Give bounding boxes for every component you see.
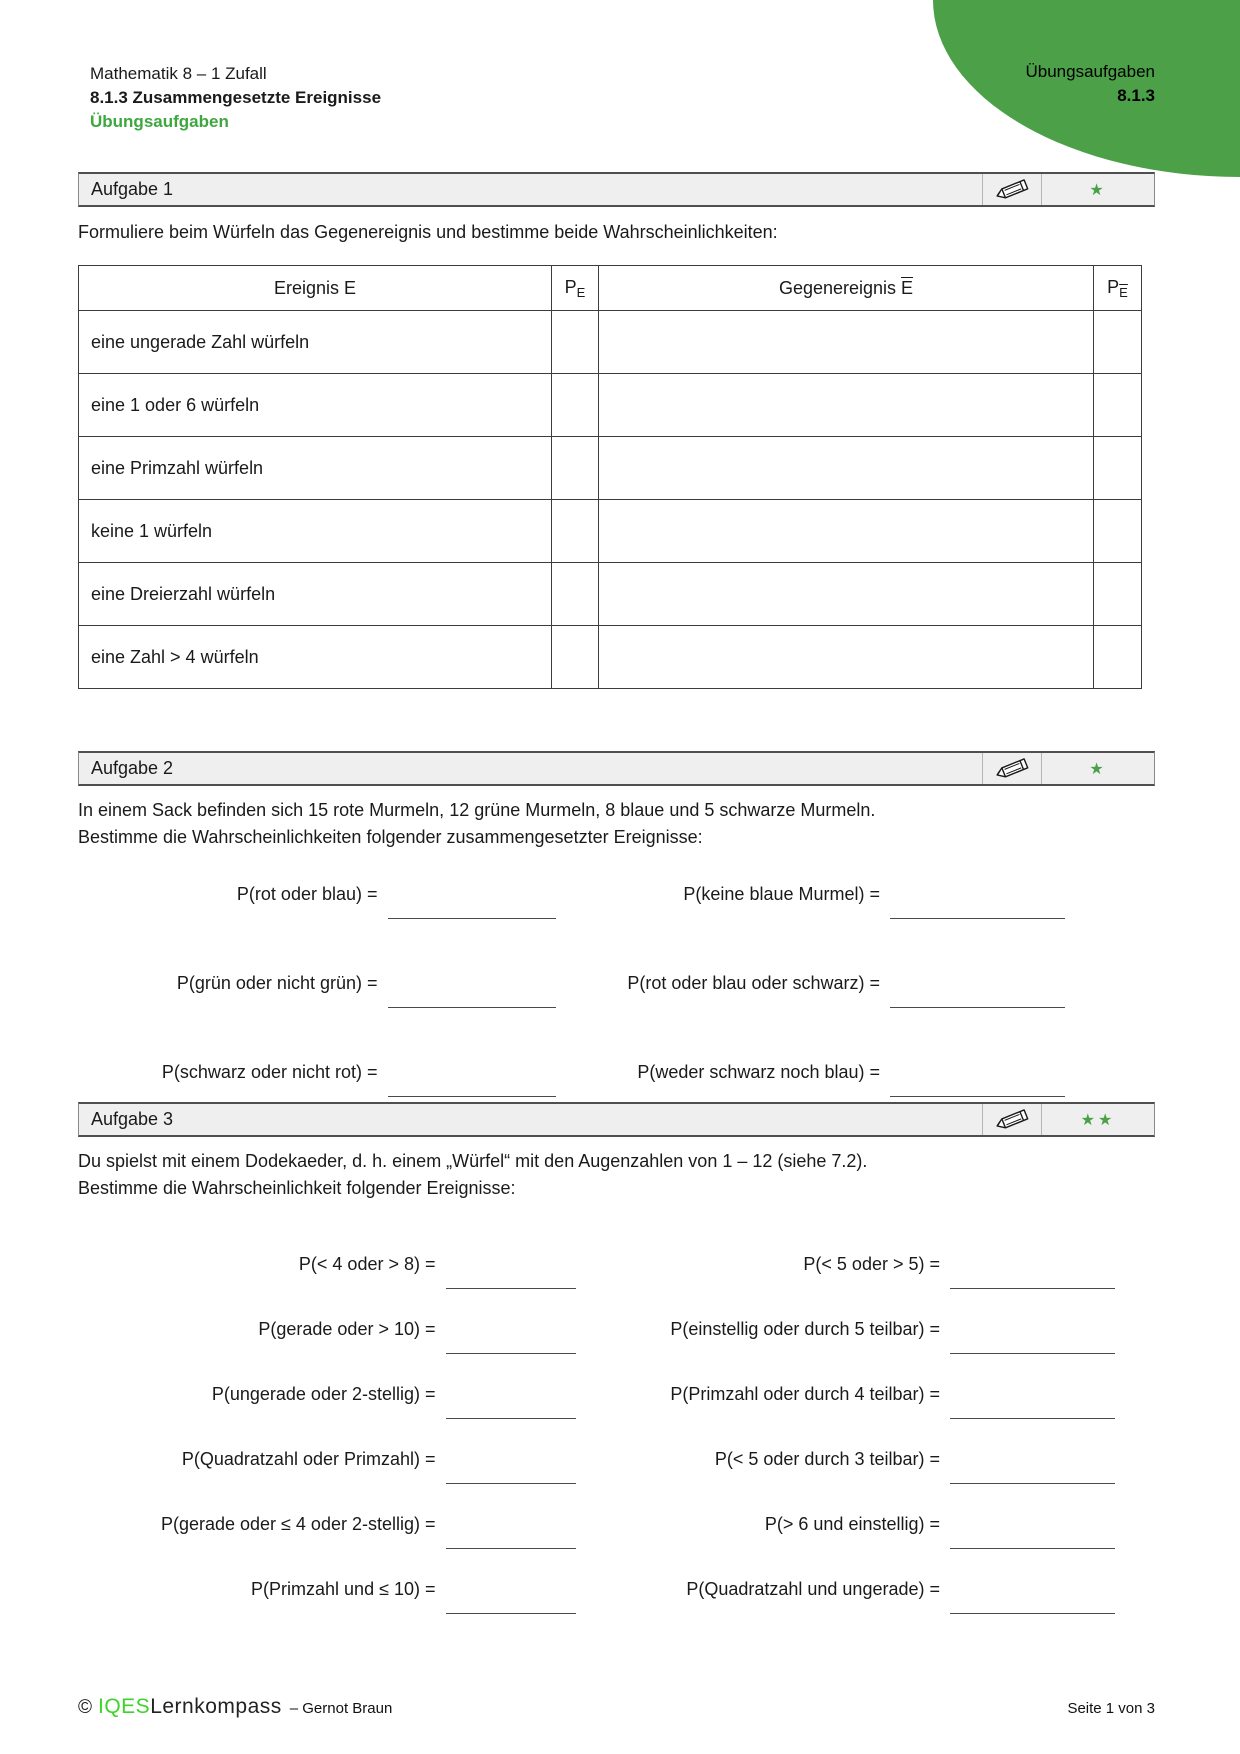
worksheet-type-label: Übungsaufgaben [90, 112, 229, 131]
col-header-counter-event: Gegenereignis $\overline{E}$ [599, 266, 1094, 311]
table-row [79, 626, 1142, 689]
event-cell: eine Primzahl würfeln [79, 437, 552, 500]
prob-label: P(Primzahl oder durch 4 teilbar) = [670, 1384, 940, 1404]
answer-line [446, 1577, 576, 1614]
empty-counter-cell [599, 626, 1094, 689]
task1-difficulty-stars: ★ [1041, 174, 1154, 205]
event-cell: eine ungerade Zahl würfeln [79, 311, 552, 374]
answer-line [950, 1317, 1115, 1354]
task2-instruction-line1: In einem Sack befinden sich 15 rote Murmeln, 12 grüne Murmeln, 8 blaue und 5 schwarze Murmeln. [78, 800, 876, 820]
brand-lernkompass: Lernkompass [150, 1695, 282, 1718]
col-header-event: Ereignis E [79, 266, 552, 311]
task3-pencil-cell [982, 1104, 1041, 1135]
empty-counter-cell [599, 311, 1094, 374]
task2-header-bar [78, 751, 1155, 786]
prob-row [78, 1060, 1155, 1097]
page-number: Seite 1 von 3 [1067, 1700, 1155, 1717]
task1-pencil-cell [982, 174, 1041, 205]
prob-row [78, 1512, 1155, 1549]
table-row [79, 374, 1142, 437]
prob-label: P(< 4 oder > 8) = [298, 1254, 436, 1274]
prob-row [78, 1577, 1155, 1614]
prob-label: P(einstellig oder durch 5 teilbar) = [670, 1319, 940, 1339]
prob-label: P(< 5 oder > 5) = [803, 1254, 940, 1274]
copyright-icon: © [78, 1697, 92, 1718]
prob-label: P(gerade oder > 10) = [258, 1319, 436, 1339]
col-header-p-event: $P_E$ [552, 266, 599, 311]
prob-label: P(gerade oder ≤ 4 oder 2-stellig) = [160, 1514, 436, 1534]
table-row [79, 563, 1142, 626]
prob-row [78, 1447, 1155, 1484]
task1-header-bar [78, 172, 1155, 207]
table-header-row [79, 266, 1142, 311]
empty-p-counter-cell [1094, 563, 1142, 626]
empty-p-counter-cell [1094, 374, 1142, 437]
prob-label: P(grün oder nicht grün) = [176, 973, 378, 993]
empty-p-cell [552, 374, 599, 437]
prob-row [78, 1252, 1155, 1289]
answer-line [890, 1060, 1065, 1097]
prob-label: P(Quadratzahl oder Primzahl) = [181, 1449, 436, 1469]
task2-instruction [78, 797, 1155, 851]
empty-p-cell [552, 563, 599, 626]
prob-label: P(schwarz oder nicht rot) = [161, 1062, 378, 1082]
empty-p-cell [552, 311, 599, 374]
pencil-icon [991, 177, 1033, 203]
event-cell: eine Zahl > 4 würfeln [79, 626, 552, 689]
empty-counter-cell [599, 437, 1094, 500]
task1-title: Aufgabe 1 [91, 179, 174, 199]
task2-pencil-cell [982, 753, 1041, 784]
empty-p-cell [552, 626, 599, 689]
task3-difficulty-stars: ★★ [1041, 1104, 1154, 1135]
table-row [79, 311, 1142, 374]
task2-difficulty-stars: ★ [1041, 753, 1154, 784]
prob-label: P(Quadratzahl und ungerade) = [686, 1579, 940, 1599]
prob-label: P(> 6 und einstellig) = [764, 1514, 940, 1534]
task3-instruction-line2: Bestimme die Wahrscheinlichkeit folgender Ereignisse: [78, 1178, 516, 1198]
prob-row [78, 1382, 1155, 1419]
badge-code: 8.1.3 [1117, 86, 1155, 105]
answer-line [950, 1577, 1115, 1614]
prob-label: P(ungerade oder 2-stellig) = [211, 1384, 436, 1404]
course-title: Mathematik 8 – 1 Zufall [90, 64, 267, 83]
prob-label: P(rot oder blau oder schwarz) = [627, 973, 880, 993]
answer-line [446, 1317, 576, 1354]
answer-line [446, 1252, 576, 1289]
pencil-icon [991, 756, 1033, 782]
brand-iqes: IQES [98, 1695, 151, 1718]
pencil-icon [991, 1107, 1033, 1133]
task3-instruction-line1: Du spielst mit einem Dodekaeder, d. h. einem „Würfel“ mit den Augenzahlen von 1 – 12 (siehe 7.2). [78, 1151, 868, 1171]
prob-row [78, 882, 1155, 919]
answer-line [950, 1382, 1115, 1419]
prob-label: P(< 5 oder durch 3 teilbar) = [714, 1449, 940, 1469]
badge-title: Übungsaufgaben [1025, 62, 1155, 81]
prob-label: P(rot oder blau) = [236, 884, 378, 904]
empty-p-counter-cell [1094, 626, 1142, 689]
answer-line [890, 971, 1065, 1008]
task2-instruction-line2: Bestimme die Wahrscheinlichkeiten folgender zusammengesetzter Ereignisse: [78, 827, 703, 847]
answer-line [890, 882, 1065, 919]
col-header-p-counter: $P_{\overline{E}}$ [1094, 266, 1142, 311]
task1-table [78, 265, 1142, 689]
empty-counter-cell [599, 374, 1094, 437]
task3-probability-grid [78, 1252, 1155, 1614]
task1-instruction: Formuliere beim Würfeln das Gegenereignis und bestimme beide Wahrscheinlichkeiten: [78, 222, 778, 242]
prob-row [78, 1317, 1155, 1354]
prob-label: P(Primzahl und ≤ 10) = [251, 1579, 436, 1599]
header-text-block [90, 62, 381, 134]
table-row [79, 500, 1142, 563]
empty-p-counter-cell [1094, 437, 1142, 500]
empty-p-cell [552, 500, 599, 563]
chapter-title: 8.1.3 Zusammengesetzte Ereignisse [90, 88, 382, 107]
empty-p-cell [552, 437, 599, 500]
prob-row [78, 971, 1155, 1008]
answer-line [388, 882, 556, 919]
answer-line [950, 1447, 1115, 1484]
task3-instruction [78, 1148, 1155, 1202]
answer-line [950, 1512, 1115, 1549]
answer-line [446, 1382, 576, 1419]
empty-counter-cell [599, 563, 1094, 626]
author-label: – Gernot Braun [289, 1700, 393, 1717]
task3-header-bar [78, 1102, 1155, 1137]
event-cell: keine 1 würfeln [79, 500, 552, 563]
answer-line [446, 1512, 576, 1549]
empty-p-counter-cell [1094, 500, 1142, 563]
task2-probability-grid [78, 882, 1155, 1097]
task3-title: Aufgabe 3 [91, 1109, 174, 1129]
content-column [78, 172, 1155, 1614]
corner-badge-text [1025, 60, 1155, 108]
page-footer [78, 1695, 1155, 1719]
task2-title: Aufgabe 2 [91, 758, 174, 778]
event-cell: eine Dreierzahl würfeln [79, 563, 552, 626]
answer-line [950, 1252, 1115, 1289]
table-row [79, 437, 1142, 500]
empty-counter-cell [599, 500, 1094, 563]
empty-p-counter-cell [1094, 311, 1142, 374]
event-cell: eine 1 oder 6 würfeln [79, 374, 552, 437]
prob-label: P(weder schwarz noch blau) = [637, 1062, 880, 1082]
answer-line [446, 1447, 576, 1484]
prob-label: P(keine blaue Murmel) = [683, 884, 880, 904]
answer-line [388, 971, 556, 1008]
answer-line [388, 1060, 556, 1097]
